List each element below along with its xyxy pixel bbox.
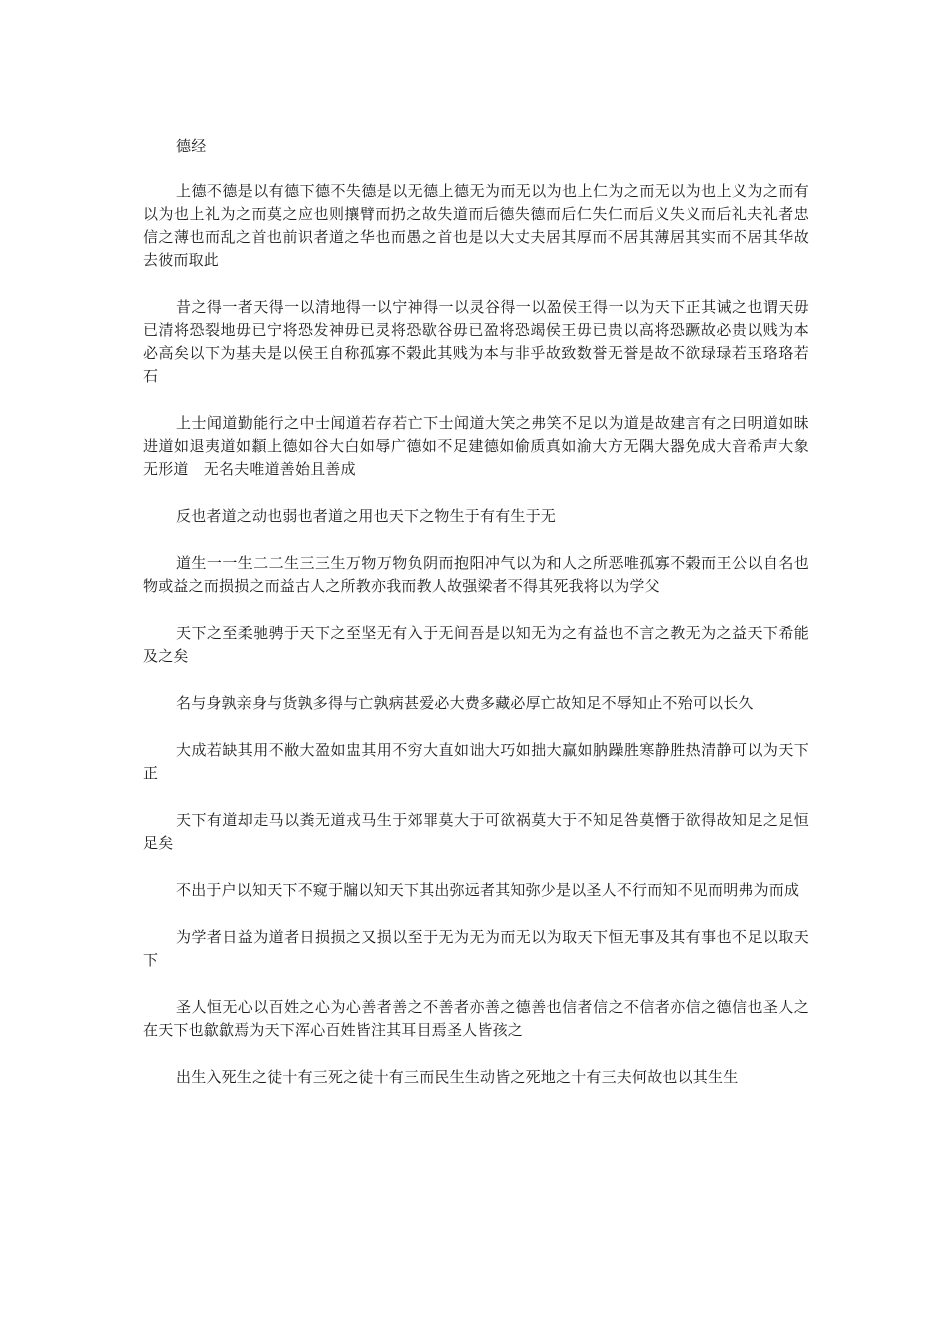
paragraph-11: 为学者日益为道者日损损之又损以至于无为无为而无以为取天下恒无事及其有事也不足以取天下 — [143, 928, 809, 969]
paragraph-2: 昔之得一者天得一以清地得一以宁神得一以灵谷得一以盈侯王得一以为天下正其诫之也谓天毋已清将恐裂地毋已宁将恐发神毋已灵将恐歇谷毋已盈将恐竭侯王毋已贵以高将恐蹶故必贵以贱为本必高矣以下为基夫是以侯王自称孤寡不榖此其贱为本与非乎故致数誉无誉是故不欲琭琭若玉珞珞若石 — [143, 298, 809, 385]
paragraph-3: 上士闻道勤能行之中士闻道若存若亡下士闻道大笑之弗笑不足以为道是故建言有之曰明道如昧进道如退夷道如纇上德如谷大白如辱广德如不足建德如偷质真如渝大方无隅大器免成大音希声大象无形道 无名夫唯道善始且善成 — [143, 414, 809, 478]
paragraph-4: 反也者道之动也弱也者道之用也天下之物生于有有生于无 — [176, 507, 557, 525]
paragraph-7: 名与身孰亲身与货孰多得与亡孰病甚爱必大费多藏必厚亡故知足不辱知止不殆可以长久 — [176, 694, 754, 712]
paragraph-5: 道生一一生二二生三三生万物万物负阴而抱阳冲气以为和人之所恶唯孤寡不榖而王公以自名也物或益之而损损之而益古人之所教亦我而教人故强梁者不得其死我将以为学父 — [143, 554, 809, 595]
paragraph-6: 天下之至柔驰骋于天下之至坚无有入于无间吾是以知无为之有益也不言之教无为之益天下希能及之矣 — [143, 624, 809, 665]
document-page — [143, 135, 809, 1113]
paragraph-1: 上德不德是以有德下德不失德是以无德上德无为而无以为也上仁为之而无以为也上义为之而有以为也上礼为之而莫之应也则攘臂而扔之故失道而后德失德而后仁失仁而后义失义而后礼夫礼者忠信之薄也而乱之首也前识者道之华也而愚之首也是以大丈夫居其厚而不居其薄居其实而不居其华故去彼而取此 — [143, 182, 809, 269]
paragraph-13: 出生入死生之徒十有三死之徒十有三而民生生动皆之死地之十有三夫何故也以其生生 — [176, 1068, 739, 1086]
paragraph-12: 圣人恒无心以百姓之心为心善者善之不善者亦善之德善也信者信之不信者亦信之德信也圣人之在天下也歙歙焉为天下浑心百姓皆注其耳目焉圣人皆孩之 — [143, 998, 809, 1039]
paragraph-9: 天下有道却走马以粪无道戎马生于郊罪莫大于可欲祸莫大于不知足咎莫憯于欲得故知足之足恒足矣 — [143, 811, 809, 852]
paragraph-8: 大成若缺其用不敝大盈如盅其用不穷大直如诎大巧如拙大赢如肭躁胜寒静胜热清静可以为天下正 — [143, 741, 809, 782]
document-title: 德经 — [176, 137, 207, 155]
paragraph-10: 不出于户以知天下不窥于牖以知天下其出弥远者其知弥少是以圣人不行而知不见而明弗为而成 — [176, 881, 800, 899]
